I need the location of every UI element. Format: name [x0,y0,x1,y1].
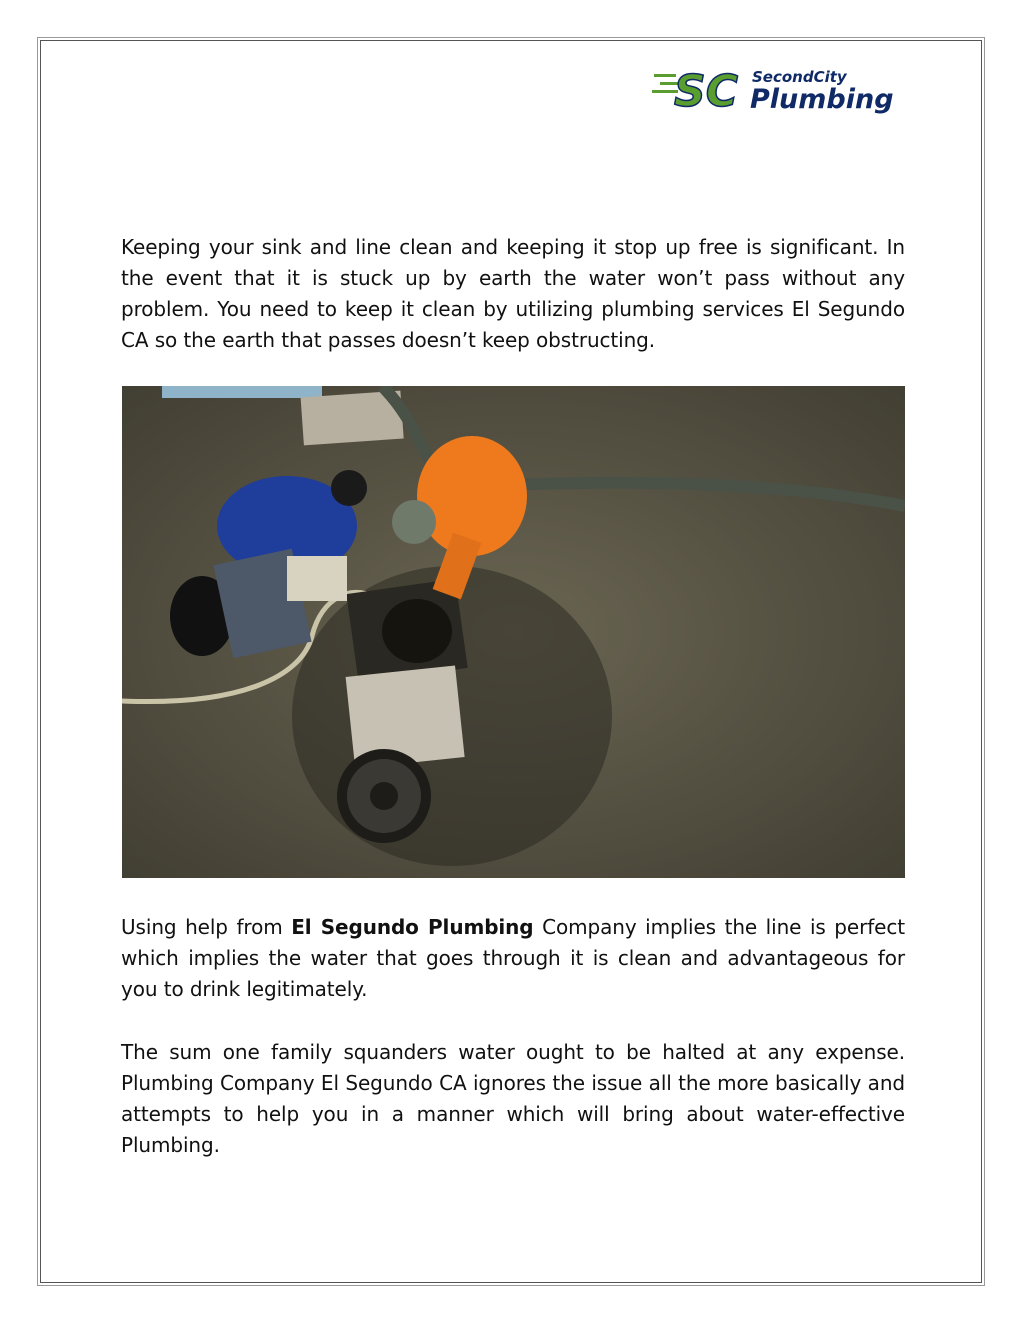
plumbing-company-paragraph [121,912,905,1005]
intro-paragraph: Keeping your sink and line clean and keeping it stop up free is significant. In the event that it is stuck up by earth the water won’t pass without any problem. You need to keep it clean by utilizing plumbing services El Segundo CA so the earth that passes doesn’t keep obstructing. [121,235,905,352]
logo-initials: SC [674,66,738,117]
p2-text-before: Using help from [121,915,292,939]
plumbers-at-manhole-photo [122,386,905,878]
secondcity-plumbing-logo [652,62,904,118]
logo-line2: Plumbing [750,84,894,115]
water-saving-paragraph: The sum one family squanders water ought to be halted at any expense. Plumbing Company El Segundo CA ignores the issue all the more basically and attempts to help you in a manner which will bring about water-effective Plumbing. [121,1040,905,1157]
p2-text-after: Company implies the line is perfect which implies the water that goes through it is clean and advantageous for you to drink legitimately. [121,915,906,1001]
logo-line1: SecondCity [752,68,847,86]
el-segundo-plumbing-emphasis: El Segundo Plumbing [291,915,534,939]
